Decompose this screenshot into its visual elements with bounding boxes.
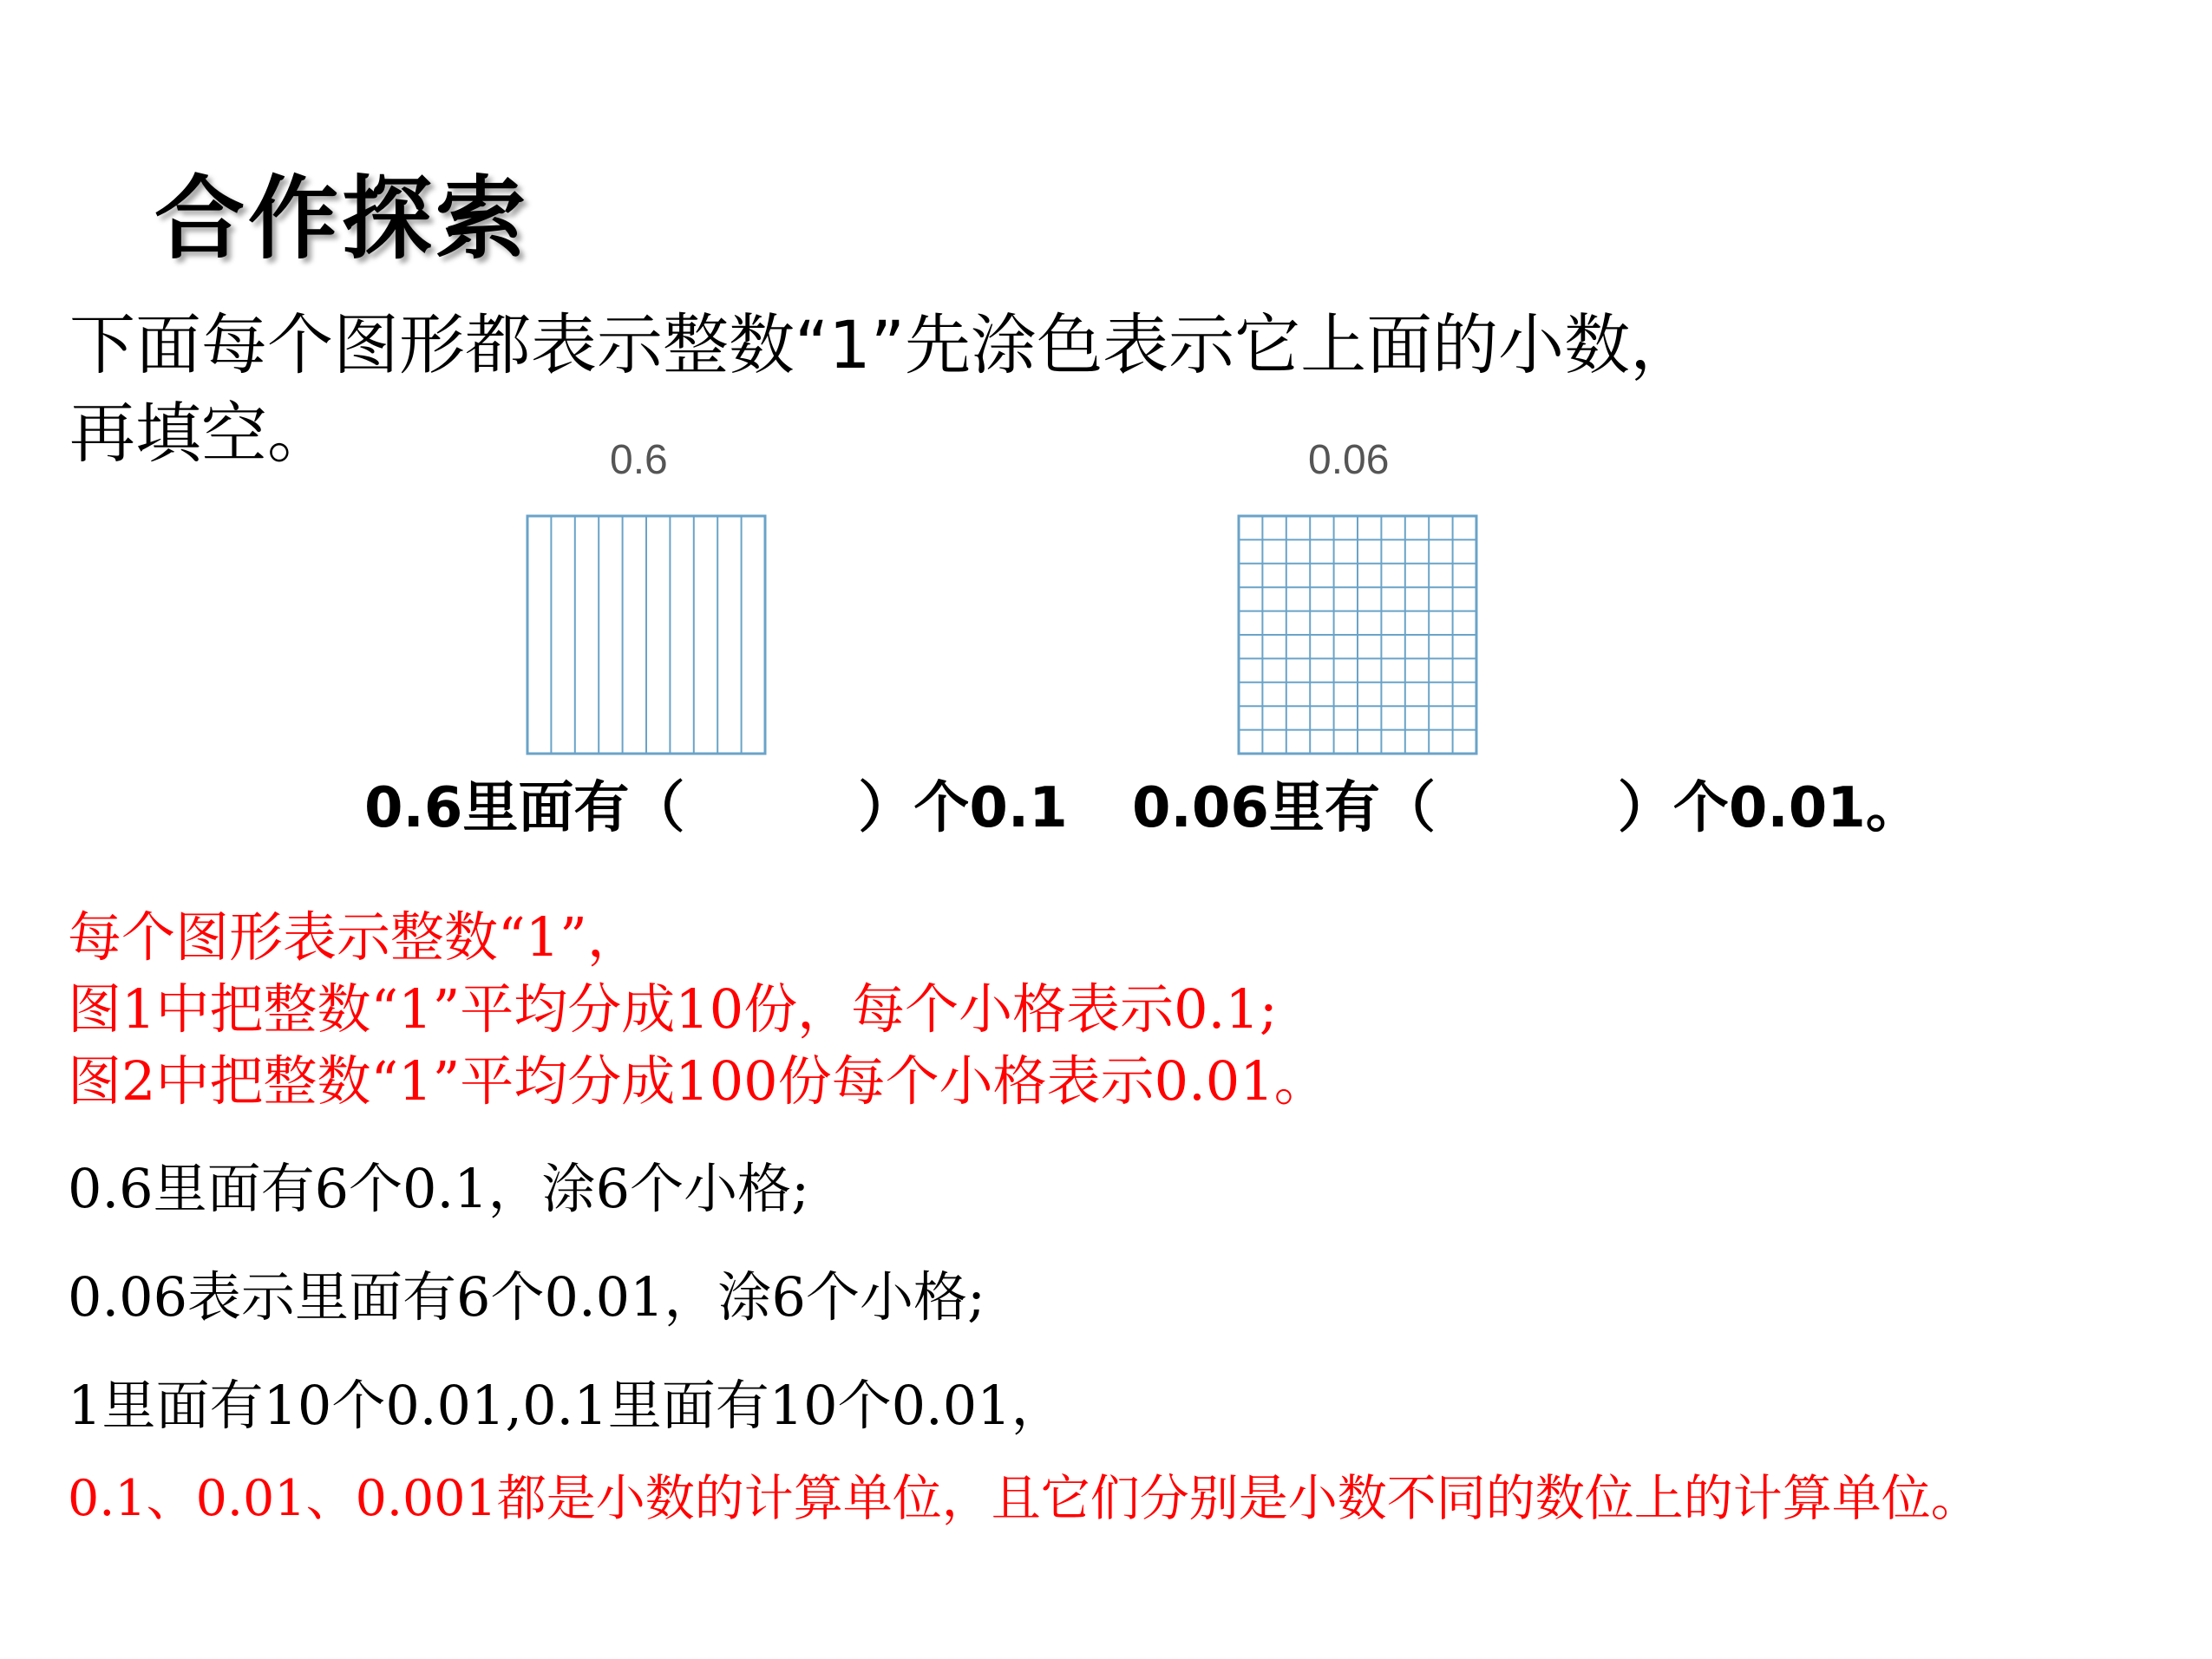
- answer-line-4: 0.1、0.01、0.001都是小数的计算单位，且它们分别是小数不同的数位上的计算单位。: [68, 1470, 1980, 1527]
- figure-2-label: 0.06: [1308, 437, 1390, 483]
- explanation-line-3: 图2中把整数“1”平均分成100份每个小格表示0.01。: [68, 1049, 1328, 1113]
- figure-1-label: 0.6: [610, 437, 668, 483]
- question-1-text-after: ）个0.1: [858, 776, 1068, 840]
- question-2: [1132, 776, 1921, 840]
- answer-line-2: 0.06表示里面有6个0.01，涂6个小格;: [68, 1265, 985, 1329]
- question-2-text-after: ）个0.01。: [1617, 776, 1921, 840]
- explanation-line-2: 图1中把整数“1”平均分成10份，每个小格表示0.1;: [68, 977, 1278, 1041]
- instruction-line-1: 下面每个图形都表示整数“1”先涂色表示它上面的小数，: [69, 306, 1697, 383]
- figure-2-hundredths-grid[interactable]: [1236, 513, 1479, 756]
- question-1: [364, 776, 1068, 840]
- question-1-text-before: 0.6里面有（: [364, 776, 685, 840]
- answer-line-1: 0.6里面有6个0.1，涂6个小格;: [68, 1157, 809, 1220]
- question-2-text-before: 0.06里有（: [1132, 776, 1436, 840]
- page-title: 合作探索: [154, 165, 530, 271]
- answer-line-3: 1里面有10个0.01,0.1里面有10个0.01，: [68, 1374, 1065, 1437]
- instruction-line-2: 再填空。: [69, 395, 333, 472]
- figure-1-tenths-grid[interactable]: [525, 513, 768, 756]
- explanation-line-1: 每个图形表示整数“1”，: [68, 905, 641, 969]
